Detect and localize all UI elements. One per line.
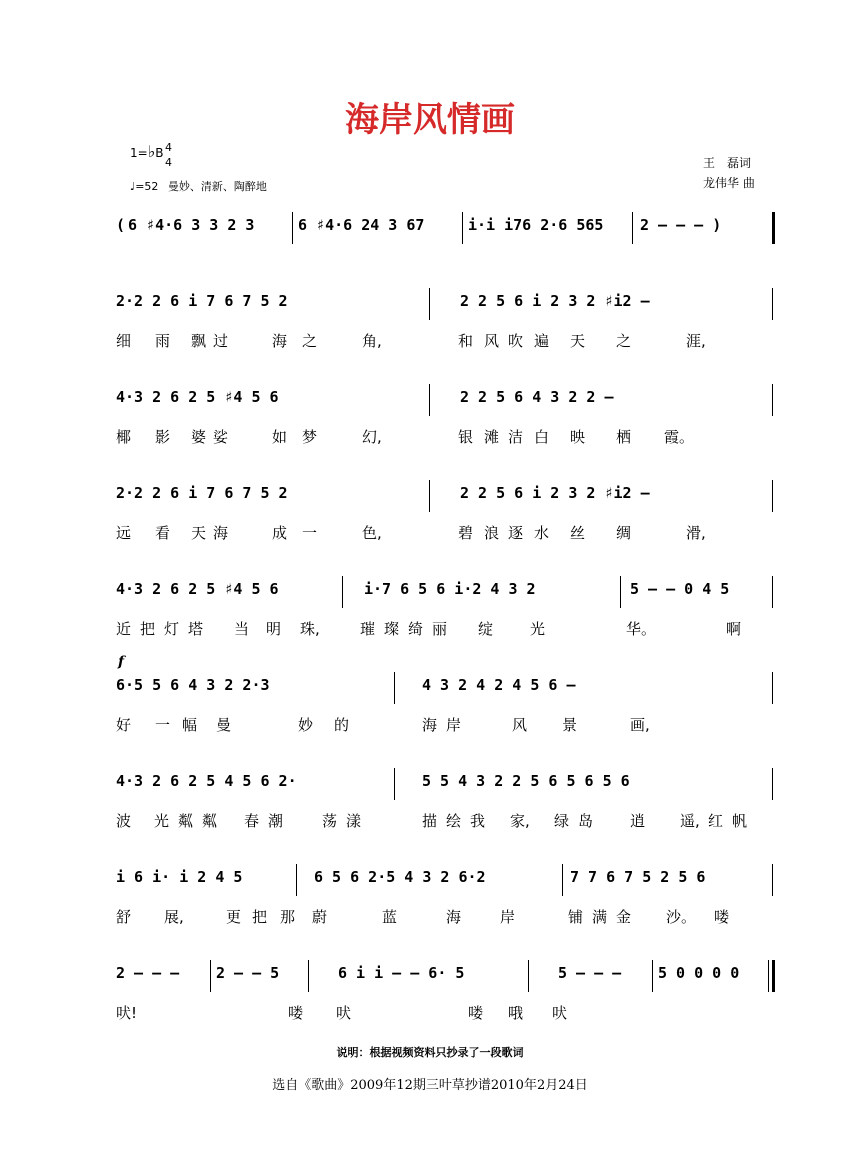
composer: 龙伟华 曲 — [703, 176, 755, 190]
song-title: 海岸风情画 — [345, 100, 515, 140]
key-signature: 1=♭B 4 4 — [130, 141, 172, 169]
lyrics-row: 椰 影 婆 娑 如 梦 幻, 银 滩 洁 白 映 栖 霞。 — [116, 428, 695, 446]
transcription-note: 说明：根据视频资料只抄录了一段歌词 — [336, 1046, 524, 1059]
intro-measure: i·i i76 2·6 565 — [468, 216, 604, 234]
lyrics-row: 好 一 幅 曼 妙 的 海 岸 风 景 画, — [116, 716, 650, 734]
quarter-note-icon: ♩ — [130, 180, 136, 193]
tempo-marking: ♩=52 曼妙、清新、陶醉地 — [130, 180, 267, 193]
notation-row: 4·3 2 6 2 5 ♯4 5 6 i·7 6 5 6 i·2 4 3 2 5 – – 0 4 5 — [116, 580, 776, 604]
intro-measure: 6 ♯4·6 3 3 2 3 — [128, 216, 255, 234]
lyricist: 王 磊词 — [703, 156, 752, 170]
notation-row: 4·3 2 6 2 5 4 5 6 2· 5 5 4 3 2 2 5 6 5 6 5 6 — [116, 772, 776, 796]
intro-measure: 6 ♯4·6 24 3 67 — [298, 216, 425, 234]
notation-row: 2·2 2 6 i 7 6 7 5 2 2 2 5 6 i 2 3 2 ♯i2 – — [116, 292, 776, 316]
notation-row: 6·5 5 6 4 3 2 2·3 4 3 2 4 2 4 5 6 – — [116, 676, 776, 700]
dynamic-forte: f — [118, 654, 125, 670]
lyrics-row: 吠! 喽 吠 喽 哦 吠 — [116, 1004, 568, 1022]
intro-measure: 2 – – – ) — [640, 216, 722, 234]
meter-top: 4 — [165, 141, 172, 154]
lyrics-row: 细 雨 飘 过 海 之 角, 和 风 吹 遍 天 之 涯, — [116, 332, 706, 350]
notation-row: 2·2 2 6 i 7 6 7 5 2 2 2 5 6 i 2 3 2 ♯i2 – — [116, 484, 776, 508]
lyrics-row: 近 把 灯 塔 当 明 珠, 璀 璨 绮 丽 绽 光 华。 啊 — [116, 620, 742, 638]
lyrics-row: 舒 展, 更 把 那 蔚 蓝 海 岸 铺 满 金 沙。 喽 — [116, 908, 730, 926]
notation-row: i 6 i· i 2 4 5 6 5 6 2·5 4 3 2 6·2 7 7 6 7 5 2 5 6 — [116, 868, 776, 892]
lyrics-row: 波 光 粼 粼 春 潮 荡 漾 描 绘 我 家, 绿 岛 逍 遥, 红 帆 — [116, 812, 748, 830]
intro-row: ( 6 ♯4·6 3 3 2 3 6 ♯4·6 24 3 67 i·i i76 2·6 565 2 – – – ) — [116, 216, 776, 240]
source-citation: 选自《歌曲》2009年12期三叶草抄谱2010年2月24日 — [272, 1078, 588, 1093]
lyrics-row: 远 看 天 海 成 一 色, 碧 浪 逐 水 丝 绸 滑, — [116, 524, 706, 542]
notation-row: 4·3 2 6 2 5 ♯4 5 6 2 2 5 6 4 3 2 2 – — [116, 388, 776, 412]
notation-row: 2 – – – 2 – – 5 6 i i – – 6· 5 5 – – – 5 0 0 0 0 — [116, 964, 776, 988]
meter-bottom: 4 — [165, 156, 172, 169]
